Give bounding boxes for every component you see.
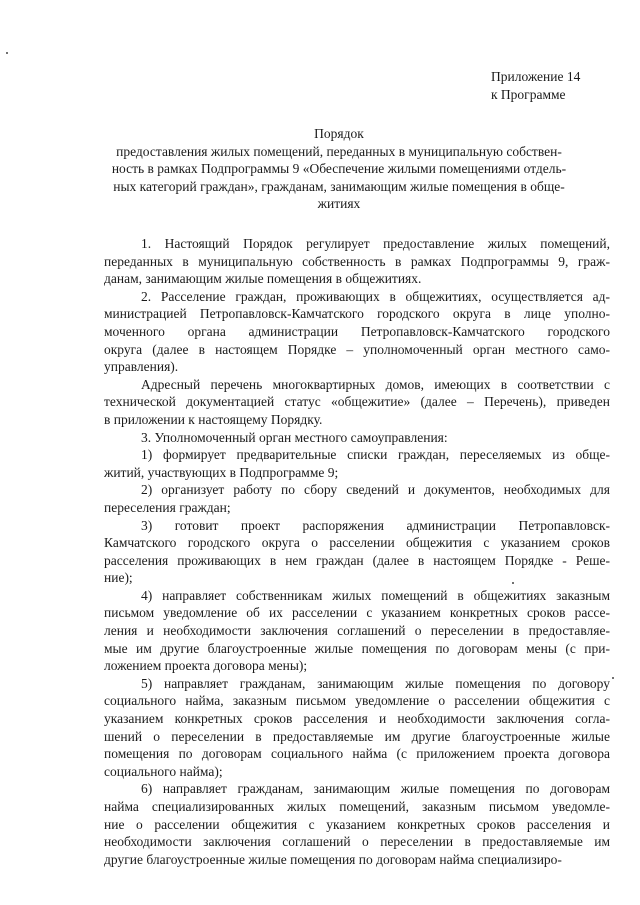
paragraph-line: найма специализированных жилых помещений, заказным письмом уведомле- — [104, 799, 610, 814]
paragraph-line: житий, участвующих в Подпрограмме 9; — [104, 464, 339, 480]
paragraph-line: технической документацией статус «общежитие» (далее – Перечень), приведен — [104, 394, 610, 410]
appendix-line-1: Приложение 14 — [491, 69, 581, 84]
paragraph-line: ления и необходимости заключения соглашений о переселении в предоставляе- — [104, 623, 610, 639]
paragraph-line: управления). — [104, 359, 179, 375]
paragraph-line: социального найма); — [104, 763, 223, 779]
paragraph — [104, 675, 610, 781]
paragraph-line: переданных в муниципальную собственность в рамках Подпрограммы 9, граж- — [104, 253, 610, 269]
paragraph-line: в приложении к настоящему Порядку. — [104, 411, 323, 427]
paragraph — [104, 446, 610, 481]
appendix-reference — [491, 68, 580, 104]
paragraph — [104, 587, 610, 675]
paragraph-line: 1) формирует предварительные списки граждан, переселяемых из обще- — [141, 447, 610, 463]
scan-speck — [612, 677, 614, 679]
document-title — [104, 125, 574, 213]
paragraph-line: мые им другие благоустроенные жилые помещения по договорам мены (с при- — [104, 640, 610, 656]
paragraph-line: 1. Настоящий Порядок регулирует предоставление жилых помещений, — [141, 236, 610, 251]
paragraph-line: 5) направляет гражданам, занимающим жилые помещения по договору — [141, 675, 610, 691]
paragraph — [104, 780, 610, 868]
paragraph-line: Камчатского городского округа о расселении общежития с указанием сроков — [104, 535, 610, 551]
paragraph-line: 6) направляет гражданам, занимающим жилые помещения по договорам — [141, 781, 610, 797]
paragraph-line: другие благоустроенные жилые помещения по договорам найма специализиро- — [104, 851, 562, 867]
paragraph-line: социального найма, заказным письмом уведомление о расселении общежития с — [104, 693, 610, 709]
paragraph-line: 4) направляет собственникам жилых помещений в общежитиях заказным — [141, 587, 610, 603]
paragraph-line: ложением проекта договора мены); — [104, 658, 308, 674]
paragraph-line: помещения по договорам социального найма (с приложением проекта договора — [104, 746, 610, 762]
title-line: ность в рамках Подпрограммы 9 «Обеспечение жилыми помещениями отдель- — [111, 161, 567, 176]
paragraph — [104, 481, 610, 516]
paragraph-line: округа (далее в настоящем Порядке – уполномоченный орган местного само- — [104, 341, 610, 357]
paragraph-line: министрацией Петропавловск-Камчатского городского округа в лице уполно- — [104, 306, 610, 322]
scan-speck — [512, 582, 514, 584]
paragraph-line: ние о расселении общежития с указанием конкретных сроков расселения и — [104, 816, 610, 832]
paragraph — [104, 235, 610, 288]
paragraph-line: переселения граждан; — [104, 499, 231, 515]
paragraph-line: 2) организует работу по сбору сведений и документов, необходимых для — [141, 482, 610, 498]
paragraph-line: ние); — [104, 570, 133, 586]
title-line: житиях — [317, 196, 361, 211]
paragraph-line: данам, занимающим жилые помещения в общежитиях. — [104, 271, 422, 287]
paragraph-line: Адресный перечень многоквартирных домов, имеющих в соответствии с — [141, 376, 610, 392]
paragraph — [104, 288, 610, 376]
title-line: предоставления жилых помещений, переданных в муниципальную собствен- — [116, 143, 562, 159]
title-line: ных категорий граждан», гражданам, занимающим жилые помещения в обще- — [113, 178, 565, 194]
paragraph-line: 3) готовит проект распоряжения администрации Петропавловск- — [141, 517, 610, 533]
scan-speck — [6, 52, 8, 54]
paragraph-line: 3. Уполномоченный орган местного самоуправления: — [141, 429, 448, 445]
paragraph-line: моченного органа администрации Петропавловск-Камчатского городского — [104, 323, 610, 339]
paragraph-line: письмом уведомление об их расселении с указанием конкретных сроков рассе- — [104, 605, 610, 621]
title-heading: Порядок — [314, 126, 364, 141]
paragraph-line: необходимости заключения соглашений о переселении в предоставляемые им — [104, 834, 610, 850]
paragraph-line: шений о переселении в предоставляемые им другие благоустроенные жилые — [104, 728, 610, 744]
document-body — [104, 235, 610, 868]
paragraph — [104, 429, 610, 447]
paragraph — [104, 517, 610, 587]
appendix-line-2: к Программе — [491, 87, 566, 102]
paragraph — [104, 376, 610, 429]
paragraph-line: указанием конкретных сроков расселения и необходимости заключения согла- — [104, 711, 610, 727]
paragraph-line: 2. Расселение граждан, проживающих в общежитиях, осуществляется ад- — [141, 288, 610, 304]
paragraph-line: расселения проживающих в нем граждан (далее в настоящем Порядке - Реше- — [104, 552, 610, 568]
